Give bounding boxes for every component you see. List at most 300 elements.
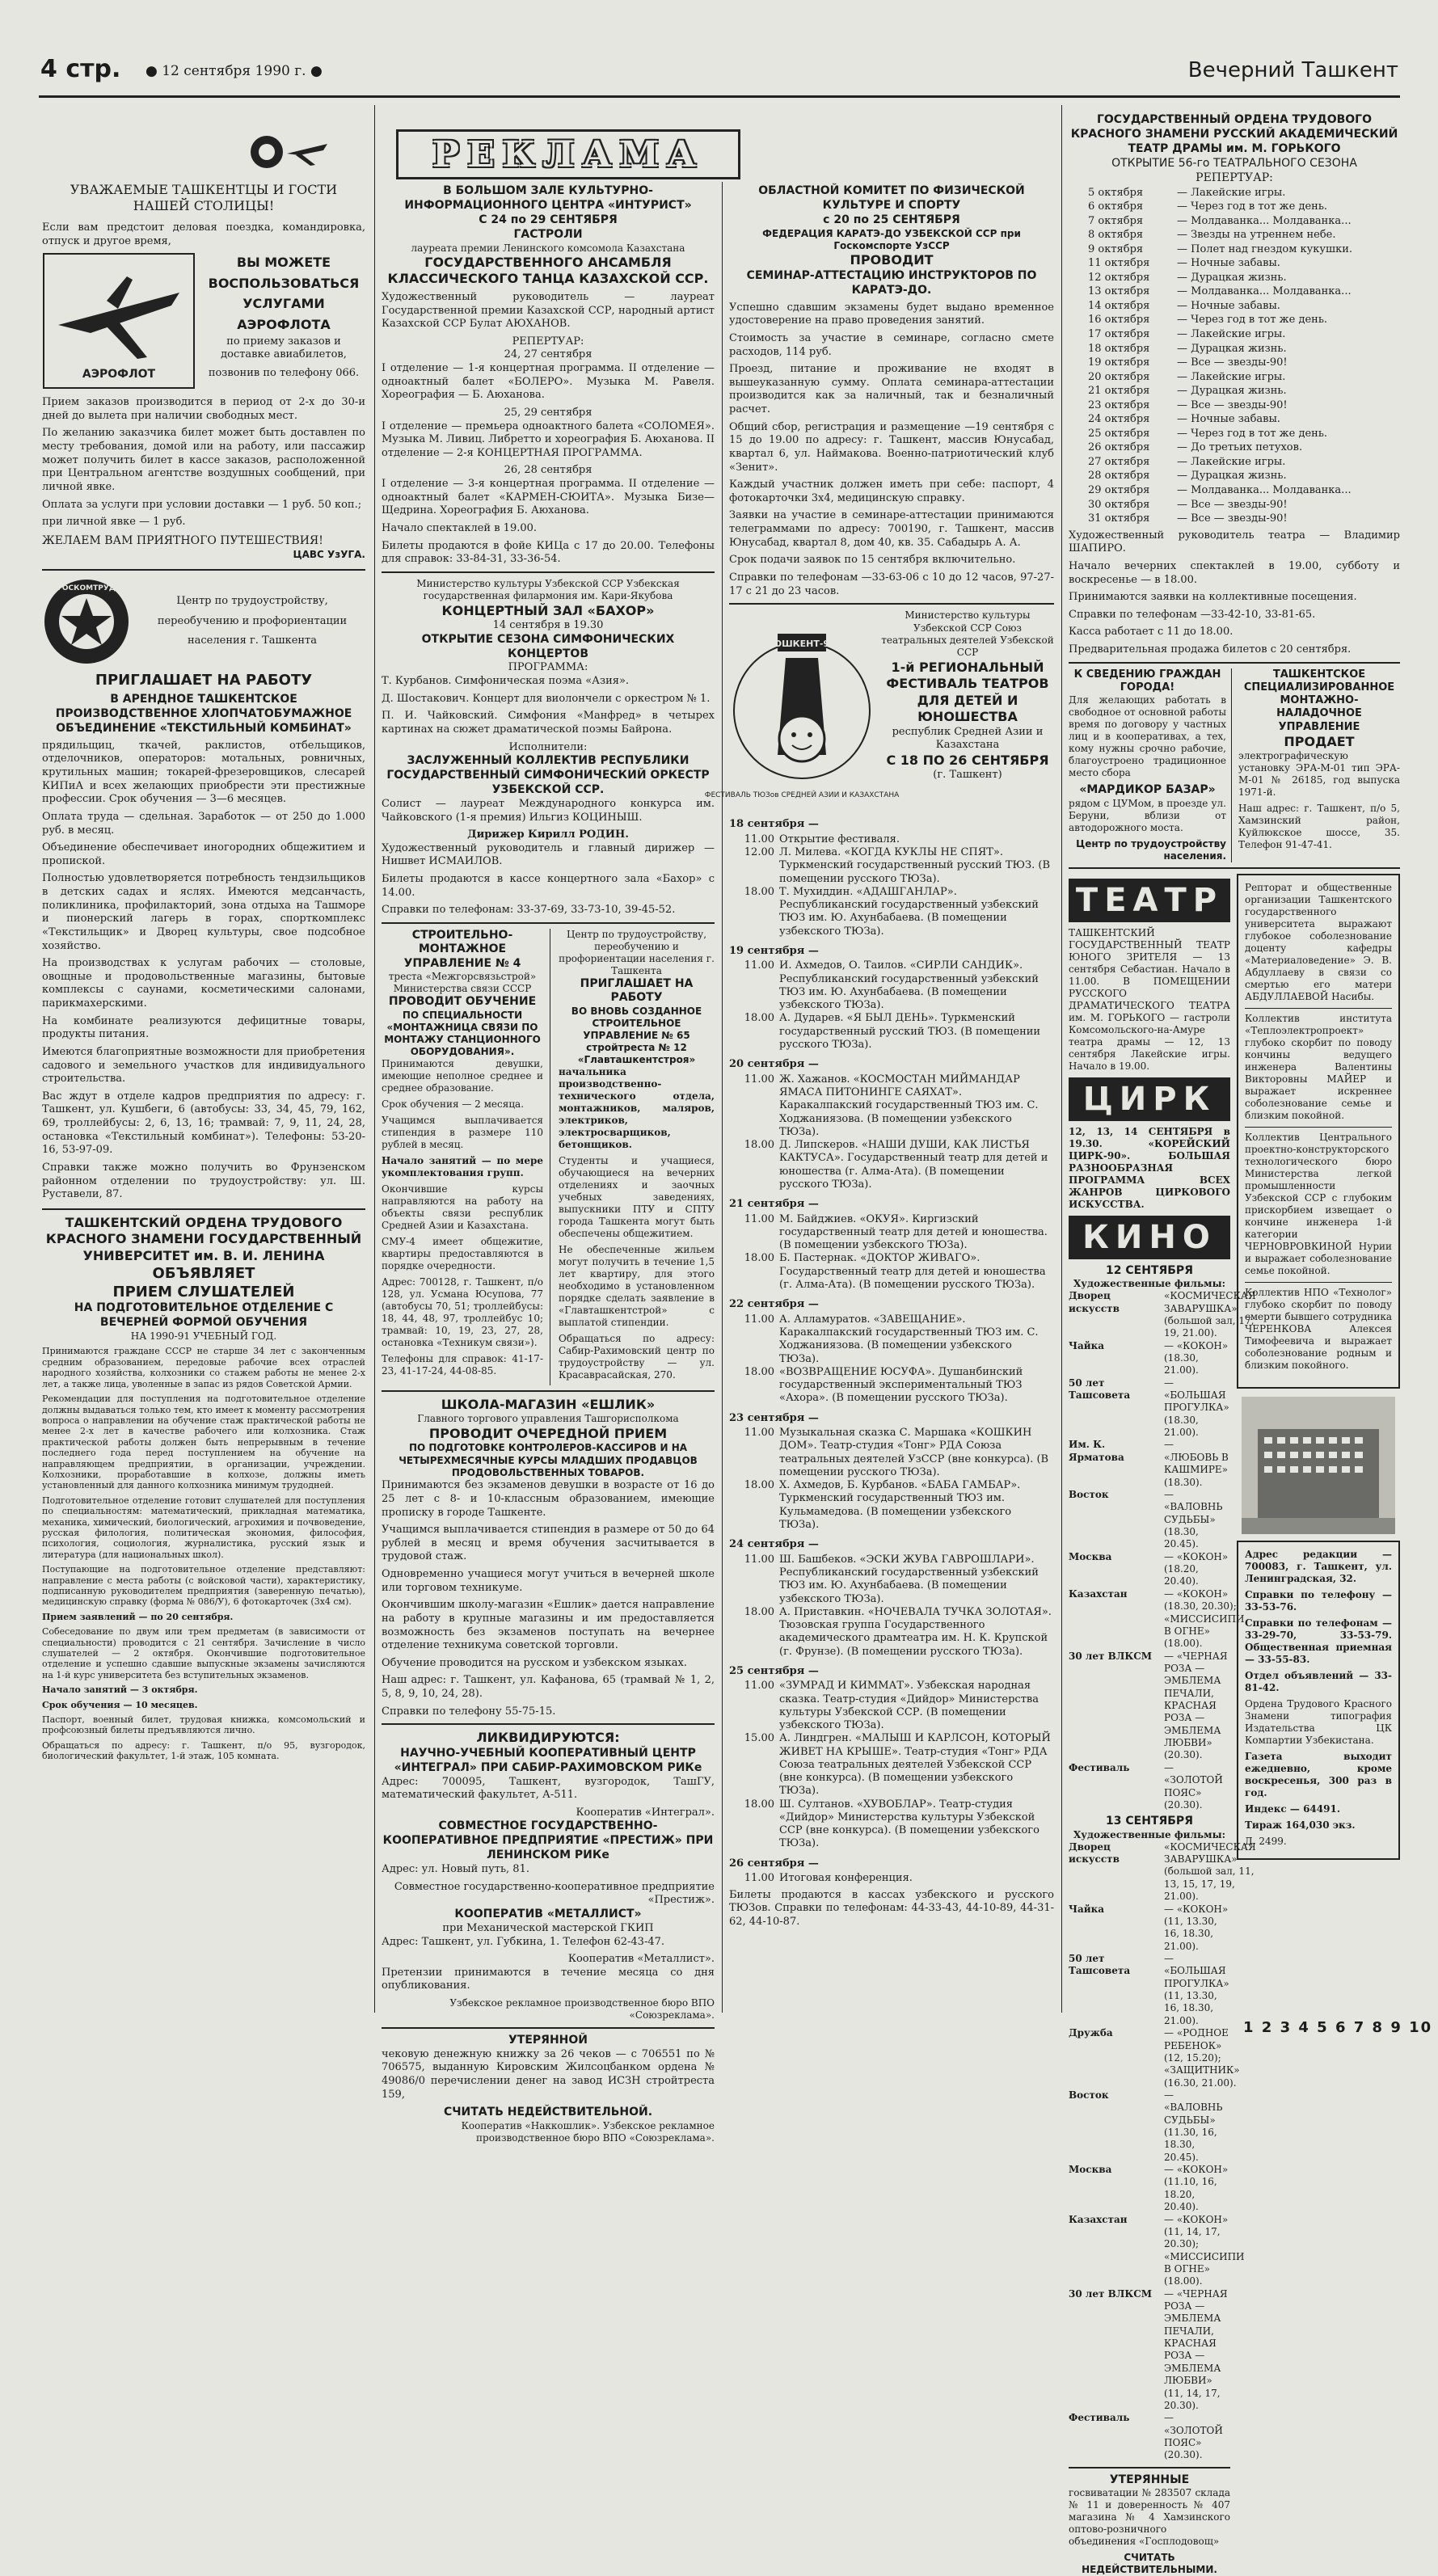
karate-org: ОБЛАСТНОЙ КОМИТЕТ ПО ФИЗИЧЕСКОЙ КУЛЬТУРЕ И СПОРТУ: [758, 184, 1025, 212]
repertoire-play: — Дурацкая жизнь.: [1177, 385, 1287, 398]
likvid-c2: СОВМЕСТНОЕ ГОСУДАРСТВЕННО-КООПЕРАТИВНОЕ ПРЕДПРИЯТИЕ «ПРЕСТИЖ» ПРИ ЛЕНИНСКОМ РИКе: [382, 1819, 714, 1862]
kino-banner: КИНО: [1069, 1216, 1230, 1259]
karate-p1: Успешно сдавшим экзамены будет выдано временное удостоверение на право проведения занятий.: [729, 301, 1054, 327]
repertoire-play: — Молдаванка... Молдаванка...: [1177, 214, 1352, 227]
condolence-text: Репторат и общественные организации Ташкентского государственного университета выражают глубокое соболезнование доценту кафедры «Материаловедение» Э. В. Абдуллаеву в связи со смертью его матери АБДУЛЛАЕВОЙ Насибы.: [1245, 882, 1392, 1009]
repertoire-date: 24 октября: [1088, 413, 1150, 426]
repertoire-play: — Лакейские игры.: [1177, 370, 1286, 383]
smu-p2: Срок обучения — 2 месяца.: [382, 1098, 525, 1110]
eshlik-p5: Обучение проводится на русском и узбекском языках.: [382, 1656, 687, 1669]
smnu-addr: Наш адрес: г. Ташкент, п/о 5, Хамзинский район, Куйлюкское шоссе, 35. Телефон 91-47-41.: [1238, 802, 1400, 850]
festival-play: А. Линдгрен. «МАЛЫШ И КАРЛСОН, КОТОРЫЙ ЖИВЕТ НА КРЫШЕ». Театр-студия «Тонг» РДА Союза театральных деятелей Узбекской ССР (вне конкурса). (В помещении узбекского ТЮЗа).: [779, 1732, 1051, 1798]
kino-row: [1069, 1489, 1230, 1551]
kino-film: — «БОЛЬШАЯ ПРОГУЛКА» (11, 13.30, 16, 18.30, 21.00).: [1164, 1952, 1229, 2026]
reklama-banner: РЕКЛАМА: [396, 129, 740, 179]
imprint-addr: Адрес редакции — 700083, г. Ташкент, ул. Ленинградская, 32.: [1245, 1548, 1392, 1584]
repertoire-date: 16 октября: [1088, 314, 1150, 327]
university-prijem: ПРИЕМ СЛУШАТЕЛЕЙ: [112, 1284, 295, 1301]
repertoire-date: 30 октября: [1088, 498, 1150, 511]
festival-dates: С 18 ПО 26 СЕНТЯБРЯ: [886, 752, 1049, 768]
kino-list-12: [1069, 1290, 1256, 1811]
page-header: [40, 55, 1398, 91]
karate-p2: Стоимость за участие в семинаре, согласно смете расходов, 114 руб.: [729, 331, 1054, 358]
repertoire-play: — Лакейские игры.: [1177, 186, 1286, 199]
festival-time: 18.00: [744, 1365, 774, 1378]
university-title: ТАШКЕНТСКИЙ ОРДЕНА ТРУДОВОГО КРАСНОГО ЗНАМЕНИ ГОСУДАРСТВЕННЫЙ УНИВЕРСИТЕТ им. В. И. ЛЕНИНА: [45, 1214, 362, 1263]
repertoire-date: 11 октября: [1088, 257, 1150, 270]
repertoire-row: [1088, 412, 1400, 427]
kino-cinema: Фестиваль: [1069, 1761, 1130, 1773]
intourist-gastroli: ГАСТРОЛИ: [513, 227, 583, 241]
repertoire-play: — Через год в тот же день.: [1177, 427, 1328, 440]
festival-item: [729, 1554, 1054, 1606]
gorky-rep: РЕПЕРТУАР:: [1196, 171, 1273, 184]
kino-cinema: Казахстан: [1069, 1587, 1128, 1600]
kino-row: [1069, 1904, 1230, 1953]
gorky-pre: Предварительная продажа билетов с 20 сентября.: [1069, 643, 1352, 656]
smu-p6: СМУ-4 имеет общежитие, квартиры предоставляются в порядке очередности.: [382, 1235, 543, 1271]
festival-day: 19 сентября —: [729, 944, 819, 957]
repertoire-date: 28 октября: [1088, 470, 1150, 483]
centr-p4: Обращаться по адресу: Сабир-Рахимовский центр по трудоустройству — ул. Красаврасайская, 270.: [559, 1332, 715, 1381]
kombinat-sub: В АРЕНДНОЕ ТАШКЕНТСКОЕ ПРОИЗВОДСТВЕННОЕ ХЛОПЧАТОБУМАЖНОЕ ОБЪЕДИНЕНИЕ «ТЕКСТИЛЬНЫЙ КОМБИНАТ»: [55, 693, 352, 735]
kino-row: [1069, 2412, 1230, 2461]
kino-row: [1069, 2288, 1230, 2413]
festival-schedule: [729, 818, 1054, 1885]
imprint-tirage: Тираж 164,030 экз.: [1245, 1819, 1356, 1831]
repertoire-play: — Молдаванка... Молдаванка...: [1177, 285, 1352, 298]
smnu-title: ТАШКЕНТСКОЕ СПЕЦИАЛИЗИРОВАННОЕ МОНТАЖНО-НАЛАДОЧНОЕ УПРАВЛЕНИЕ: [1243, 668, 1395, 733]
imprint-phone1: Справки по телефону — 33-53-76.: [1245, 1588, 1392, 1613]
karate-dates: с 20 по 25 СЕНТЯБРЯ: [823, 213, 960, 226]
cirk-banner: ЦИРК: [1069, 1077, 1230, 1121]
kino-cinema: Чайка: [1069, 1339, 1105, 1351]
column-divider: [374, 105, 375, 2013]
festival-item: [729, 1252, 1054, 1292]
kino-row: [1069, 2027, 1240, 2089]
kino-cinema: Фестиваль: [1069, 2412, 1130, 2424]
bahor-hall: КОНЦЕРТНЫЙ ЗАЛ «БАХОР»: [441, 602, 655, 618]
kino-cinema: Москва: [1069, 2164, 1112, 2176]
aeroflot-offer2: по приему заказов и доставке авиабилетов,: [221, 335, 347, 361]
bahor-p2: Д. Шостакович. Концерт для виолончели с оркестром № 1.: [382, 692, 711, 705]
festival-item: [729, 959, 1054, 1012]
bahor-soloist: Солист — лауреат Международного конкурса им. Чайковского (1-я премия) Ильгиз КОЦИНЫШ.: [382, 797, 715, 824]
aeroflot-p4: при личной явке — 1 руб.: [42, 516, 186, 529]
column-divider: [722, 182, 723, 2013]
university-p6: Собеседование по двум или трем предметам (в зависимости от специальности) проводится с 21 сентября. Зачисление в число слушателей — 2 октября. Окончившие подготовительное отделение и успешно сдавшие выпускные экзамены зачисляются на 1-й курс университета без вступительных экзаменов.: [42, 1626, 365, 1680]
gorky-title: ГОСУДАРСТВЕННЫЙ ОРДЕНА ТРУДОВОГО КРАСНОГО ЗНАМЕНИ РУССКИЙ АКАДЕМИЧЕСКИЙ ТЕАТР ДРАМЫ им. М. ГОРЬКОГО: [1070, 113, 1398, 155]
festival-day: 25 сентября —: [729, 1664, 819, 1677]
imprint-box: [1237, 1541, 1400, 1860]
kombinat-p2: Оплата труда — сдельная. Заработок — от 250 до 1.000 руб. в месяц.: [42, 810, 365, 837]
smnu-head: ПРОДАЕТ: [1284, 733, 1355, 749]
festival-day: 22 сентября —: [729, 1298, 819, 1311]
kino-cinema: 30 лет ВЛКСМ: [1069, 1650, 1153, 1662]
repertoire-date: 19 октября: [1088, 356, 1150, 369]
likvid-c3a: Адрес: Ташкент, ул. Губкина, 1. Телефон 62-43-47.: [382, 1935, 665, 1948]
editorial-building-illustration: [1237, 1397, 1400, 1534]
festival-day: 23 сентября —: [729, 1411, 819, 1424]
festival-play: Л. Милева. «КОГДА КУКЛЫ НЕ СПЯТ». Туркменский государственный русский ТЮЗ. (В помещении русского ТЮЗа).: [779, 846, 1050, 885]
festival-play: Музыкальная сказка С. Маршака «КОШКИН ДОМ». Театр-студия «Тонг» РДА Союза театральных деятелей УзССР (вне конкурса). (В помещении русского ТЮЗа).: [779, 1427, 1049, 1478]
kino-film: — «РОДНОЕ РЕБЕНОК» (12, 15.20); «ЗАЩИТНИК» (16.30, 21.00).: [1164, 2027, 1240, 2089]
festival-time: 18.00: [744, 1012, 774, 1025]
festival-day: 20 сентября —: [729, 1058, 819, 1071]
aeroflot-p1: Прием заказов производится в период от 2-х до 30-и дней до вылета при наличии свободных мест.: [42, 396, 365, 422]
goskomtrud-emblem-text: ГОСКОМТРУД: [57, 584, 116, 593]
repertoire-play: — Все — звезды-90!: [1177, 498, 1288, 511]
smu-p7: Адрес: 700128, г. Ташкент, п/о 128, ул. Усмана Юсупова, 77 (автобусы 70, 51; троллейбусы: 18, 44, 48, 97, троллейбус 10; трамвай: 10, 19, 23, 27, 28, остановка «Техникум связи»).: [382, 1275, 543, 1348]
imprint-freq: Газета выходит ежедневно, кроме воскресенья, 300 раз в год.: [1245, 1750, 1392, 1798]
repertoire-row: [1088, 427, 1400, 441]
kino-feat2: Художественные фильмы:: [1073, 1828, 1226, 1840]
kino-row: [1069, 2164, 1230, 2213]
eshlik-p4: Окончившим школу-магазин «Ешлик» дается направление на работу в крупные магазины и им предоставляется возможность без экзаменов поступать на вечернее отделение техникума советской торговли.: [382, 1599, 715, 1652]
kombinat-p3: Объединение обеспечивает иногородних общежитием и пропиской.: [42, 841, 365, 867]
teatr-banner: ТЕАТР: [1069, 879, 1230, 922]
repertoire-play: — Лакейские игры.: [1177, 328, 1286, 340]
kino-film: «КОСМИЧЕСКАЯ ЗАВАРУШКА» (большой зал, 11, 13, 15, 17, 19, 21.00).: [1164, 1840, 1256, 1903]
repertoire-date: 23 октября: [1088, 398, 1150, 411]
karate-title: СЕМИНАР-АТТЕСТАЦИЮ ИНСТРУКТОРОВ ПО КАРАТЭ-ДО.: [746, 268, 1037, 297]
smu-p5: Окончившие курсы направляются на работу на объекты связи республик Средней Азии и Казахстана.: [382, 1183, 543, 1231]
repertoire-date: 9 октября: [1088, 242, 1144, 255]
sun-plane-illustration: [242, 129, 331, 175]
centr-head: ПРИГЛАШАЕТ НА РАБОТУ: [580, 976, 694, 1005]
header-rule: [39, 95, 1400, 98]
smu-ad: [382, 929, 550, 1385]
festival-play: Ш. Башбеков. «ЭСКИ ЖУВА ГАВРОШЛАРИ». Республиканский государственный узбекский ТЮЗ им. Ю. Ахунбабаева. (В помещении узбекского ТЮЗа).: [779, 1553, 1039, 1605]
intourist-ensemble: ГОСУДАРСТВЕННОГО АНСАМБЛЯ КЛАССИЧЕСКОГО ТАНЦА КАЗАХСКОЙ ССР.: [387, 254, 709, 287]
kino-cinema: Казахстан: [1069, 2213, 1128, 2225]
repertoire-row: [1088, 313, 1400, 327]
repertoire-row: [1088, 384, 1400, 398]
bahor-cond: Дирижер Кирилл РОДИН.: [467, 828, 629, 841]
bahor-p3: П. И. Чайковский. Симфония «Манфред» в четырех картинах на сюжет драматической поэмы Байрона.: [382, 710, 715, 736]
festival-time: 12.00: [744, 846, 774, 859]
aeroflot-offer: ВЫ МОЖЕТЕ ВОСПОЛЬЗОВАТЬСЯ УСЛУГАМИ АЭРОФЛОТА: [208, 255, 360, 332]
intourist-tickets: Билеты продаются в фойе КИЦа с 17 до 20.00. Телефоны для справок: 33-84-31, 33-36-54.: [382, 539, 715, 566]
festival-org: Министерство культуры Узбекской ССР Союз театральных деятелей Узбекской ССР: [881, 609, 1054, 659]
festival-play: Т. Мухиддин. «АДАШГАНЛАР». Республиканский государственный узбекский ТЮЗ им. Ю. Ахунбабаева. (В помещении узбекского ТЮЗа).: [779, 885, 1039, 938]
festival-time: 18.00: [744, 1479, 774, 1492]
festival-city: (г. Ташкент): [933, 769, 1002, 782]
festival-play: Ш. Султанов. «ХУВОБЛАР». Театр-студия «Дийдор» Министерства культуры Узбекской ССР (вне конкурса). (В помещении узбекского ТЮЗа).: [779, 1798, 1039, 1850]
kino-row: [1069, 2213, 1245, 2288]
repertoire-play: — До третьих петухов.: [1177, 441, 1303, 454]
kino-cinema: Чайка: [1069, 1903, 1105, 1915]
repertoire-row: [1088, 299, 1400, 314]
likvid-c3s: Кооператив «Металлист».: [567, 1953, 715, 1966]
festival-time: 18.00: [744, 885, 774, 898]
aeroflot-sign: ЦАВС УзУГА.: [293, 548, 365, 560]
kino-row: [1069, 1439, 1230, 1488]
repertoire-row: [1088, 242, 1400, 257]
university-dept: НА ПОДГОТОВИТЕЛЬНОЕ ОТДЕЛЕНИЕ С ВЕЧЕРНЕЙ ФОРМОЙ ОБУЧЕНИЯ: [74, 1301, 334, 1330]
intourist-d3t: I отделение — 3-я концертная программа. II отделение — одноактный балет «КАРМЕН-СЮИТА». Музыка Бизе—Щедрина. Хореография Б. Аюханова.: [382, 478, 715, 517]
likvid-c2a: Адрес: ул. Новый путь, 81.: [382, 1863, 529, 1876]
likvid-c1s: Кооператив «Интеграл».: [576, 1806, 715, 1819]
likvid-c3: КООПЕРАТИВ «МЕТАЛЛИСТ»: [454, 1908, 642, 1921]
repertoire-row: [1088, 214, 1400, 229]
festival-play: А. Алламуратов. «ЗАВЕЩАНИЕ». Каракалпакский государственный ТЮЗ им. С. Ходжаниязова. (В помещении узбекского ТЮЗа).: [779, 1313, 1039, 1365]
festival-item: [729, 1366, 1054, 1406]
lost1-sign: Кооператив «Наккошлик». Узбекское рекламное производственное бюро ВПО «Союзреклама».: [461, 2120, 715, 2144]
kino-film: «КОСМИЧЕСКАЯ ЗАВАРУШКА» (большой зал, 17, 19, 21.00).: [1164, 1290, 1256, 1339]
bahor-perf: Исполнители:: [508, 740, 588, 753]
festival-time: 11.00: [744, 959, 774, 972]
festival-emblem-text: ТОШКЕНТ-90: [768, 639, 836, 650]
festival-region: республик Средней Азии и Казахстана: [892, 725, 1044, 752]
gorky-start: Начало вечерних спектаклей в 19.00, субботу и воскресенье — в 18.00.: [1069, 559, 1400, 586]
bahor-ministry: Министерство культуры Узбекской ССР Узбекская государственная филармония им. Кари-Якубова: [416, 577, 680, 602]
intourist-start: Начало спектаклей в 19.00.: [382, 521, 538, 534]
kino-row: [1069, 2089, 1230, 2164]
kombinat-org: Центр по трудоустройству, переобучению и профориентации населения г. Ташкента: [157, 595, 348, 647]
aeroflot-p2: По желанию заказчика билет может быть доставлен по месту требования, домой или на работу, или пассажир может получить билет в кассе заказов, расположенной при Центральном агентстве воздушных сообщений, при личной явке.: [42, 427, 365, 493]
kino-film: — «БОЛЬШАЯ ПРОГУЛКА» (18.30, 21.00).: [1164, 1377, 1229, 1439]
repertoire-play: — Все — звезды-90!: [1177, 356, 1288, 369]
university-p10: Обращаться по адресу: г. Ташкент, п/о 95, вузгородок, биологический факультет, 1-й этаж, 105 комната.: [42, 1739, 365, 1762]
festival-play: М. Байджиев. «ОКУЯ». Киргизский государственный театр для детей и юношества. (В помещении узбекского ТЮЗа).: [779, 1212, 1048, 1252]
bahor-orch: ЗАСЛУЖЕННЫЙ КОЛЛЕКТИВ РЕСПУБЛИКИ ГОСУДАРСТВЕННЫЙ СИМФОНИЧЕСКИЙ ОРКЕСТР УЗБЕКСКОЙ ССР.: [386, 754, 710, 796]
kino-film: — «КОКОН» (18.20, 20.40).: [1164, 1550, 1229, 1587]
repertoire-row: [1088, 256, 1400, 271]
festival-title: 1-й РЕГИОНАЛЬНЫЙ ФЕСТИВАЛЬ ТЕАТРОВ ДЛЯ ДЕТЕЙ И ЮНОШЕСТВА: [886, 659, 1049, 725]
smu-trust: треста «Межгорсвязьстрой» Министерства связи СССР: [388, 971, 537, 995]
goskomtrud-emblem: [42, 577, 131, 666]
repertoire-date: 8 октября: [1088, 229, 1144, 242]
aeroflot-intro: Если вам предстоит деловая поездка, командировка, отпуск и другое время,: [42, 221, 365, 247]
festival-play: А. Приставкин. «НОЧЕВАЛА ТУЧКА ЗОЛОТАЯ». Тюзовская группа Государственного академического драмтеатра им. Н. К. Крупской (г. Фрунзе). (В помещении русского ТЮЗа).: [779, 1605, 1052, 1658]
repertoire-date: 12 октября: [1088, 271, 1150, 284]
university-p1: Принимаются граждане СССР не старше 34 лет с законченным средним образованием, передовые рабочие всех отраслей народного хозяйства, колхозники со стажем работы не менее 2-х лет, а также лица, уволенные в запас из рядов Советской Армии.: [42, 1346, 365, 1389]
repertoire-date: 29 октября: [1088, 484, 1150, 497]
university-p4: Поступающие на подготовительное отделение представляют: направление с места работы (с войсковой части), характеристику, подписанную руководителем предприятия (заверенную печатью), медицинскую справку (форма № 086/У), 6 фотокарточек (3х4 см).: [42, 1564, 365, 1608]
bazar-addr: рядом с ЦУМом, в проезде ул. Беруни, вблизи от автодорожного моста.: [1069, 797, 1226, 833]
university-p3: Подготовительное отделение готовит слушателей для поступления по специальностям: математический, прикладная математика, механика, химический, биологический, агрохимия и почвоведение, русская филология, политическая экономия, философия, психология, социология, журналистика, русский язык и литература (для национальных школ).: [42, 1495, 365, 1560]
bazar-name: «МАРДИКОР БАЗАР»: [1079, 783, 1216, 797]
repertoire-row: [1088, 356, 1400, 370]
lost2-tag: СЧИТАТЬ НЕДЕЙСТВИТЕЛЬНЫМИ.: [1082, 2552, 1217, 2576]
university-p9: Паспорт, военный билет, трудовая книжка, комсомольский и профсоюзный билеты предъявляются лично.: [42, 1714, 365, 1736]
likvid-title: ЛИКВИДИРУЮТСЯ:: [476, 1730, 620, 1746]
repertoire-play: — Ночные забавы.: [1177, 257, 1280, 270]
repertoire-row: [1088, 398, 1400, 413]
festival-time: 11.00: [744, 1680, 774, 1693]
listings: [1069, 874, 1256, 2576]
festival-item: [729, 1606, 1054, 1659]
festival-time: 11.00: [744, 1313, 774, 1326]
eshlik-p3: Одновременно учащиеся могут учиться в вечерней школе или торговом техникуме.: [382, 1568, 715, 1594]
kino-feat1: Художественные фильмы:: [1073, 1278, 1226, 1290]
kino-row: [1069, 1551, 1230, 1588]
condolence-box: [1237, 874, 1400, 1389]
lost2-title: УТЕРЯННЫЕ: [1109, 2473, 1190, 2486]
column-3: [704, 184, 1054, 2013]
repertoire-row: [1088, 469, 1400, 483]
repertoire-date: 5 октября: [1088, 186, 1144, 199]
aeroflot-p3: Оплата за услуги при условии доставки — 1 руб. 50 коп.;: [42, 498, 362, 511]
festival-time: 11.00: [744, 833, 774, 845]
kino-row: [1069, 1340, 1230, 1377]
repertoire-date: 20 октября: [1088, 370, 1150, 383]
festival-item: [729, 1427, 1054, 1479]
kino-list-13: [1069, 1840, 1256, 2462]
repertoire-play: — Лакейские игры.: [1177, 455, 1286, 468]
repertoire-play: — Полет над гнездом кукушки.: [1177, 242, 1353, 255]
gorky-phones: Справки по телефонам —33-42-10, 33-81-65.: [1069, 608, 1316, 621]
intourist-director: Художественный руководитель — лауреат Государственной премии Казахской ССР, народный артист Казахской ССР Булат АЮХАНОВ.: [382, 290, 715, 331]
intourist-d2: 25, 29 сентября: [504, 406, 592, 419]
repertoire-play: — Молдаванка... Молдаванка...: [1177, 484, 1352, 497]
festival-time: 11.00: [744, 1553, 774, 1566]
condolences: [1237, 874, 1400, 2576]
condolence-text: Коллектив института «Теплоэлектропроект» глубоко скорбит по поводу кончины ведущего инженера Валентины Викторовны МАЙЕР и выражает искреннее соболезнование семье и близким покойной.: [1245, 1013, 1392, 1128]
repertoire-date: 27 октября: [1088, 455, 1150, 468]
festival-play: Д. Липскеров. «НАШИ ДУШИ, КАК ЛИСТЬЯ КАКТУСА». Государственный театр для детей и юношества (г. Алма-Ата). (В помещении русского ТЮЗа).: [779, 1139, 1048, 1191]
repertoire-play: — Ночные забавы.: [1177, 299, 1280, 312]
repertoire-date: 7 октября: [1088, 214, 1144, 227]
lost1-text: чековую денежную книжку за 26 чеков — с 706551 по № 706575, выданную Кировским Жилсоцбанком ордена № 49086/0 перечислении денег на завод ИСЗН стройтреста 159,: [382, 2047, 715, 2101]
festival-play: Х. Ахмедов, Б. Курбанов. «БАБА ГАМБАР». Туркменский государственный ТЮЗ им. Кульмамедова. (В помещении узбекского ТЮЗа).: [779, 1479, 1021, 1531]
centr-org: Центр по трудоустройству, переобучению и профориентации населения г. Ташкента: [559, 928, 715, 976]
repertoire-date: 17 октября: [1088, 328, 1150, 340]
karate-p4: Общий сбор, регистрация и размещение —19 сентября с 15 до 19.00 по адресу: г. Ташкент, массив Юнусабад, квартал 6, ул. Наймакова. Военно-патриотический клуб «Зенит».: [729, 420, 1054, 474]
festival-ring-text: ФЕСТИВАЛЬ ТЮЗов СРЕДНЕЙ АЗИИ И КАЗАХСТАНА: [704, 791, 900, 800]
festival-time: 18.00: [744, 1605, 774, 1618]
repertoire-row: [1088, 498, 1400, 512]
karate-p5: Каждый участник должен иметь при себе: паспорт, 4 фотокарточки 3х4, медицинскую справку.: [729, 479, 1054, 504]
repertoire-row: [1088, 186, 1400, 200]
kino-cinema: 30 лет ВЛКСМ: [1069, 2287, 1153, 2300]
kino-cinema: Дружба: [1069, 2027, 1113, 2039]
karate-p7: Срок подачи заявок по 15 сентября включительно.: [729, 554, 1016, 567]
karate-p6: Заявки на участие в семинаре-аттестации принимаются телеграммами по адресу: 700190, г. Ташкент, массив Юнусабад, квартал 8, дом 40, кв. 35. Сабадырь А. А.: [729, 509, 1054, 549]
kino-film: — «ЧЕРНАЯ РОЗА — ЭМБЛЕМА ПЕЧАЛИ, КРАСНАЯ РОЗА — ЭМБЛЕМА ЛЮБВИ» (11, 14, 17, 20.30).: [1164, 2287, 1228, 2411]
repertoire-play: — Через год в тот же день.: [1177, 200, 1328, 213]
university-p5: Прием заявлений — по 20 сентября.: [42, 1611, 234, 1622]
aeroflot-logo-illustration: [42, 252, 196, 390]
kino-film: — «КОКОН» (18.30, 21.00).: [1164, 1339, 1229, 1377]
likvid-c2s: Совместное государственно-кооперативное предприятие «Престиж».: [394, 1880, 715, 1907]
repertoire-play: — Через год в тот же день.: [1177, 314, 1328, 327]
kombinat-p1: прядильщиц, ткачей, раклистов, отбельщиков, отделочников, операторов: мотальных, ровничных, крутильных машин; токарей-фрезеровщиков, слесарей КИПиА и всех желающих приобрести эти престижные профессии. Срок обучения — 3—6 месяцев.: [42, 739, 365, 806]
kino-cinema: Им. К. Ярматова: [1069, 1439, 1124, 1463]
page-footer-numbers: 1 2 3 4 5 6 7 8 9 10: [1243, 2019, 1433, 2036]
likvid-c3p: Претензии принимаются в течение месяца со дня опубликования.: [382, 1966, 715, 1992]
repertoire-date: 26 октября: [1088, 441, 1150, 454]
festival-item: [729, 1680, 1054, 1732]
festival-item: [729, 1139, 1054, 1191]
festival-play: А. Дударев. «Я БЫЛ ДЕНЬ». Туркменский государственный русский ТЮЗ. (В помещении русского ТЮЗа).: [779, 1012, 1041, 1051]
gorky-dir: Художественный руководитель театра — Владимир ШАПИРО.: [1069, 529, 1400, 555]
repertoire-row: [1088, 200, 1400, 214]
repertoire-row: [1088, 271, 1400, 285]
teatr-text: ТАШКЕНТСКИЙ ГОСУДАРСТВЕННЫЙ ТЕАТР ЮНОГО ЗРИТЕЛЯ — 13 сентября Себастиан. Начало в 11.00. В ПОМЕЩЕНИИ РУССКОГО ДРАМАТИЧЕСКОГО ТЕАТРА им. М. ГОРЬКОГО — гастроли Комсомольского-на-Амуре театра драмы — 12, 13 сентября Лакейские игры. Начало в 19.00.: [1069, 926, 1230, 1072]
kino-row: [1069, 1587, 1245, 1651]
newspaper-name: Вечерний Ташкент: [1187, 58, 1398, 82]
festival-play: Итоговая конференция.: [779, 1872, 913, 1885]
imprint-phone2: Справки по телефонам — 33-29-70, 33-53-79. Общественная приемная — 33-55-83.: [1245, 1617, 1392, 1665]
intourist-d3: 26, 28 сентября: [504, 464, 592, 477]
kino-cinema: Москва: [1069, 1550, 1112, 1562]
eshlik-sub: Главного торгового управления Ташгорисполкома: [417, 1413, 679, 1425]
likvid-c1a: Адрес: 700095, Ташкент, вузгородок, ТашГУ, математический факультет, А-511.: [382, 1775, 715, 1802]
kino-film: — «ЛЮБОВЬ В КАШМИРЕ» (18.30).: [1164, 1439, 1229, 1488]
smu-head: ПРОВОДИТ ОБУЧЕНИЕ: [388, 995, 537, 1009]
eshlik-title: ШКОЛА-МАГАЗИН «ЕШЛИК»: [441, 1396, 656, 1412]
kino-film: — «КОКОН» (11.10, 16, 18.20, 20.40).: [1164, 2164, 1229, 2213]
festival-play: Открытие фестиваля.: [779, 833, 900, 845]
repertoire-row: [1088, 483, 1400, 498]
column-divider: [1061, 105, 1062, 2013]
column-1: [42, 182, 365, 2013]
kino-day2: 13 СЕНТЯБРЯ: [1106, 1815, 1193, 1828]
kombinat-title: ПРИГЛАШАЕТ НА РАБОТУ: [95, 672, 313, 689]
bahor-dir: Художественный руководитель и главный дирижер — Нишвет ИСМАИЛОВ.: [382, 841, 715, 868]
smnu-text: электрографическую установку ЭРА-М-01 тип ЭРА-М-01 № 26185, год выпуска 1971-й.: [1238, 749, 1400, 798]
centr-p2: Студенты и учащиеся, обучающиеся на вечерних отделениях и заочных учебных заведениях, выпускники ПТУ и СПТУ города Ташкента могут быть обеспечены общежитием.: [559, 1154, 715, 1239]
bahor-p1: Т. Курбанов. Симфоническая поэма «Азия».: [382, 675, 630, 688]
kino-film: — «ЧЕРНАЯ РОЗА — ЭМБЛЕМА ПЕЧАЛИ, КРАСНАЯ РОЗА — ЭМБЛЕМА ЛЮБВИ» (20.30).: [1164, 1650, 1228, 1761]
imprint-index: Индекс — 64491.: [1245, 1802, 1341, 1815]
centr-p1: начальника производственно-технического отдела, монтажников, маляров, электриков, электросварщиков, бетонщиков.: [559, 1065, 715, 1150]
festival-day: 24 сентября —: [729, 1538, 819, 1551]
festival-play: «ВОЗВРАЩЕНИЕ ЮСУФА». Душанбинский государственный экспериментальный ТЮЗ «Ахора». (В помещении русского ТЮЗа).: [779, 1365, 1023, 1405]
imprint-publisher: Ордена Трудового Красного Знамени типография Издательства ЦК Компартии Узбекистана.: [1245, 1697, 1392, 1746]
smu-title: СТРОИТЕЛЬНО-МОНТАЖНОЕ УПРАВЛЕНИЕ № 4: [403, 928, 521, 970]
intourist-dates: С 24 по 29 СЕНТЯБРЯ: [479, 213, 618, 226]
bazar-ad: [1069, 668, 1232, 862]
likvid-agency: Узбекское рекламное производственное бюро ВПО «Союзреклама».: [449, 1997, 715, 2022]
repertoire-date: 25 октября: [1088, 427, 1150, 440]
repertoire-date: 13 октября: [1088, 285, 1150, 298]
smu-p3: Учащимся выплачивается стипендия в размере 110 рублей в месяц.: [382, 1114, 543, 1150]
festival-item: [729, 1798, 1054, 1851]
kombinat-p6: На комбинате реализуются дефицитные товары, продукты питания.: [42, 1014, 365, 1041]
festival-day: 21 сентября —: [729, 1198, 819, 1211]
karate-head: ПРОВОДИТ: [850, 252, 934, 268]
eshlik-head: ПРОВОДИТ ОЧЕРЕДНОЙ ПРИЕМ: [428, 1425, 668, 1441]
kino-row: [1069, 1953, 1230, 2027]
bahor-tickets: Билеты продаются в кассе концертного зала «Бахор» с 14.00.: [382, 873, 715, 899]
imprint-ads: Отдел объявлений — 33-81-42.: [1245, 1669, 1392, 1693]
festival-item: [729, 846, 1054, 886]
kino-row: [1069, 1290, 1256, 1339]
page-number: 4 стр.: [40, 55, 121, 83]
centr-p3: Не обеспеченные жильем могут получить в течение 1,5 лет квартиру, для этого необходимо в установленном порядке сделать заявление в «Главташкентстрой» с выплатой стипендии.: [559, 1243, 715, 1328]
likvid-c3b: при Механической мастерской ГКИП: [442, 1921, 654, 1934]
centr-ad: [559, 929, 715, 1385]
festival-day: 18 сентября —: [729, 818, 819, 831]
aeroflot-wish: ЖЕЛАЕМ ВАМ ПРИЯТНОГО ПУТЕШЕСТВИЯ!: [42, 533, 323, 547]
kino-film: — «ЗОЛОТОЙ ПОЯС» (20.30).: [1164, 2412, 1223, 2461]
festival-time: 11.00: [744, 1427, 774, 1440]
repertoire-date: 31 октября: [1088, 512, 1150, 525]
festival-item: [729, 1313, 1054, 1366]
eshlik-p2: Учащимся выплачивается стипендия в размере от 50 до 64 рублей в месяц и время обучения засчитывается в трудовой стаж.: [382, 1524, 715, 1563]
repertoire-play: — Звезды на утреннем небе.: [1177, 229, 1336, 242]
kombinat-p9: Справки также можно получить во Фрунзенском районном отделении по трудоустройству: ул. Ш. Руставели, 87.: [42, 1161, 365, 1201]
condolence-text: Коллектив Центрального проектно-конструкторского технологического бюро Министерства легкой промышленности Узбекской ССР с глубоким прискорбием извещает о кончине инженера 1-й категории ЧЕРНОВРОВКИНОЙ Нурии и выражает соболезнование семье покойной.: [1245, 1132, 1392, 1283]
lost1-tag: СЧИТАТЬ НЕДЕЙСТВИТЕЛЬНОЙ.: [443, 2106, 653, 2119]
festival-day: 26 сентября —: [729, 1857, 819, 1870]
lost2-text: госвиватации № 283507 склада № 11 и доверенность № 407 магазина № 4 Хамзинского оптово-розничного объединения «Госплодовощ»: [1069, 2487, 1230, 2548]
repertoire-row: [1088, 285, 1400, 299]
festival-item: [729, 833, 1054, 846]
